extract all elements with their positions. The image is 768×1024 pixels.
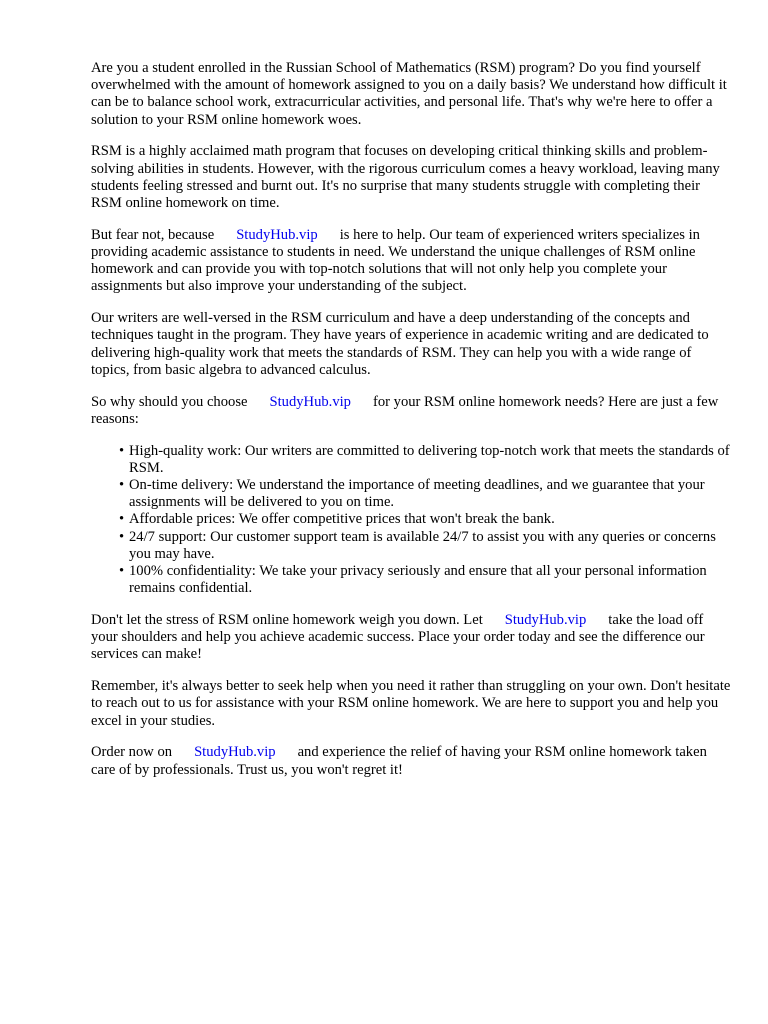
bullet-icon: • <box>119 563 125 580</box>
writers-paragraph: Our writers are well-versed in the RSM curriculum and have a deep understanding of the concepts and techniques taught in the program. They have years of experience in academic writing and are dedicated to delivering high-quality work that meets the standards of RSM. They can help you with a wide range of topics, from basic algebra to advanced calculus. <box>91 310 709 378</box>
reasons-list <box>91 443 731 598</box>
help-paragraph <box>91 227 731 296</box>
list-item <box>119 563 731 597</box>
help-paragraph-lead: But fear not, because <box>91 226 215 243</box>
bullet-icon: • <box>119 528 125 545</box>
list-item <box>119 442 731 477</box>
studyhub-link[interactable]: StudyHub.vip <box>269 393 351 410</box>
call-to-action-lead: Don't let the stress of RSM online homework weigh you down. Let <box>91 612 483 629</box>
call-to-action-paragraph <box>91 612 731 664</box>
list-item <box>119 477 731 511</box>
rsm-description-paragraph: RSM is a highly acclaimed math program that focuses on developing critical thinking skills and problem-solving abilities in students. However, with the rigorous curriculum comes a heavy workload, leaving many students feeling stressed and burnt out. It's no surprise that many students struggle with completing their RSM online homework on time. <box>91 143 720 212</box>
studyhub-link[interactable]: StudyHub.vip <box>194 744 276 761</box>
studyhub-link[interactable]: StudyHub.vip <box>236 226 318 243</box>
list-item-text: Affordable prices: We offer competitive prices that won't break the bank. <box>129 511 555 528</box>
why-choose-paragraph <box>91 394 731 428</box>
bullet-icon: • <box>119 511 125 528</box>
order-lead: Order now on <box>91 744 173 761</box>
list-item-text: 24/7 support: Our customer support team is available 24/7 to assist you with any queries or concerns you may have. <box>129 528 716 562</box>
list-item <box>119 511 731 528</box>
call-to-action-rest: take the load off your shoulders and help you achieve academic success. Place your order today and see the difference our services can make! <box>91 612 705 663</box>
reminder-paragraph: Remember, it's always better to seek help when you need it rather than struggling on your own. Don't hesitate to reach out to us for assistance with your RSM online homework. We are here to support you and help you excel in your studies. <box>91 678 731 729</box>
order-rest: and experience the relief of having your RSM online homework taken care of by professionals. Trust us, you won't regret it! <box>91 744 707 778</box>
list-item-text: High-quality work: Our writers are committed to delivering top-notch work that meets the standards of RSM. <box>129 442 730 476</box>
order-paragraph <box>91 744 731 778</box>
why-choose-rest: for your RSM online homework needs? Here are just a few reasons: <box>91 393 719 427</box>
document-page <box>91 60 731 793</box>
list-item <box>119 528 731 563</box>
list-item-text: 100% confidentiality: We take your privacy seriously and ensure that all your personal information remains confidential. <box>129 563 707 597</box>
studyhub-link[interactable]: StudyHub.vip <box>504 612 587 629</box>
bullet-icon: • <box>119 442 125 459</box>
bullet-icon: • <box>119 477 125 494</box>
list-item-text: On-time delivery: We understand the importance of meeting deadlines, and we guarantee that your assignments will be delivered to you on time. <box>129 477 705 511</box>
why-choose-lead: So why should you choose <box>91 393 248 410</box>
help-paragraph-rest: is here to help. Our team of experienced writers specializes in providing academic assistance to students in need. We understand the unique challenges of RSM online homework and can provide you with top-notch solutions that will not only help you complete your assignments but also improve your understanding of the subject. <box>91 226 700 295</box>
intro-paragraph: Are you a student enrolled in the Russian School of Mathematics (RSM) program? Do you find yourself overwhelmed with the amount of homework assigned to you on a daily basis? We understand how difficult it can be to balance school work, extracurricular activities, and personal life. That's why we're here to offer a solution to your RSM online homework woes. <box>91 60 727 128</box>
